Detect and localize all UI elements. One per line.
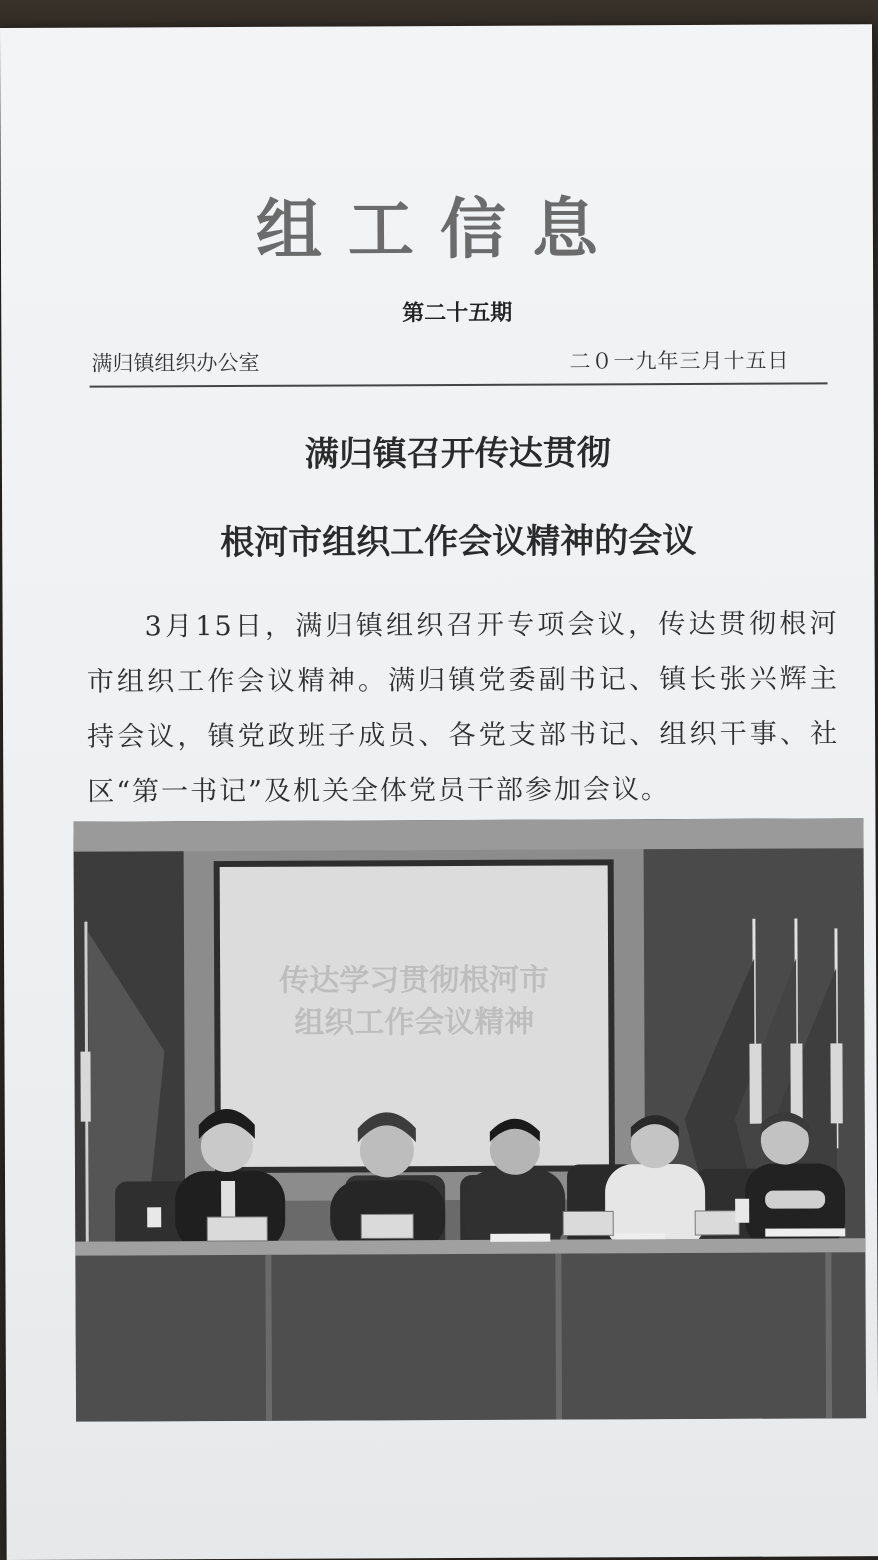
issue-date: 二０一九年三月十五日 [569, 348, 790, 374]
article-paragraph: 3月15日，满归镇组织召开专项会议，传达贯彻根河市组织工作会议精神。满归镇党委副书记、镇长张兴辉主持会议，镇党政班子成员、各党支部书记、组织干事、社区“第一书记”及机关全体党员干部参加会议。 [86, 608, 840, 808]
newsletter-page [0, 24, 878, 1560]
masthead-title: 组工信息 [255, 190, 625, 269]
screen-line-2: 组织工作会议精神 [294, 1004, 535, 1041]
screen-line-1: 传达学习贯彻根河市 [279, 962, 550, 999]
article-title-line-2: 根河市组织工作会议精神的会议 [220, 520, 697, 564]
meeting-photo [73, 818, 866, 1421]
issue-number: 第二十五期 [402, 300, 513, 327]
article-title-line-1: 满归镇召开传达贯彻 [304, 433, 611, 475]
header-divider [90, 382, 828, 387]
issuing-office: 满归镇组织办公室 [91, 350, 260, 376]
